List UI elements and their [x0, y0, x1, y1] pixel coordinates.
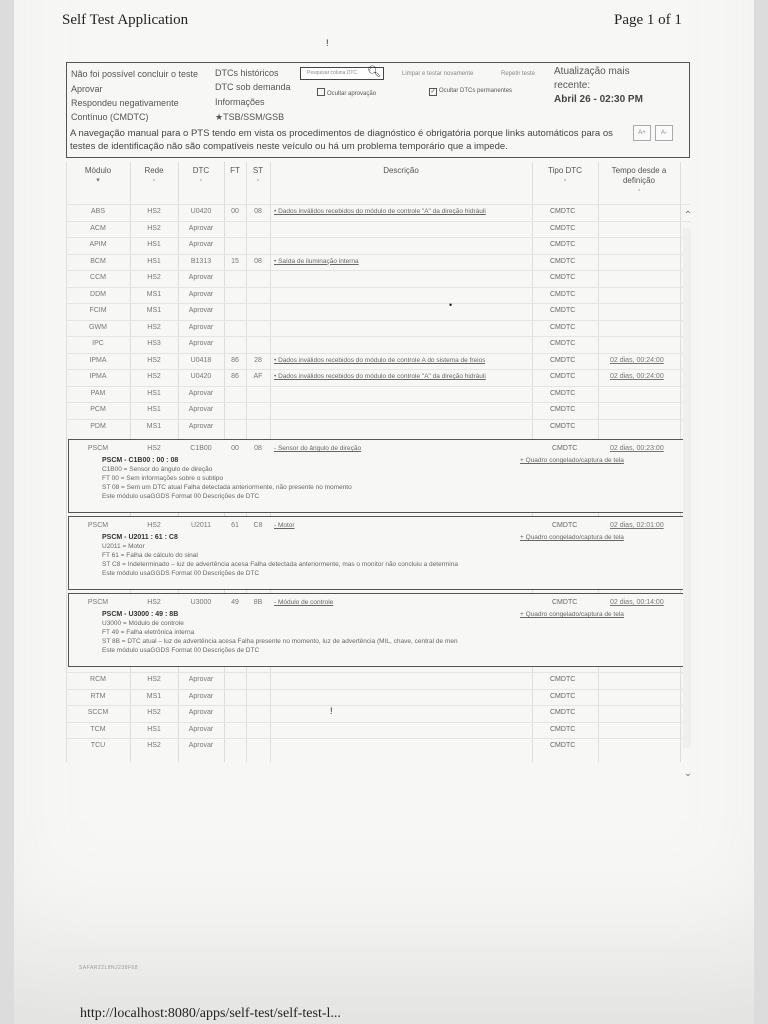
table-row[interactable]	[66, 237, 690, 238]
dtc-type: CMDTC	[550, 406, 576, 413]
sort-down-icon: ▾	[96, 177, 100, 184]
table-row[interactable]	[66, 270, 690, 271]
table-row[interactable]	[66, 386, 690, 387]
column-header-description[interactable]: Descrição	[383, 166, 419, 175]
cell-modulo: TCM	[90, 725, 106, 733]
legend-tsb-ssm-gsb[interactable]: ★TSB/SSM/GSB	[215, 112, 285, 122]
cell-st: 28	[254, 356, 262, 364]
cell-modulo: PSCM	[87, 522, 109, 529]
cell-dtc: Aprovar	[188, 692, 214, 700]
dtc-type: CMDTC	[552, 445, 578, 452]
cell-modulo: RTM	[90, 692, 106, 700]
cell-dtc: U3000	[190, 599, 212, 606]
cell-modulo: PSCM	[87, 599, 109, 606]
cell-dtc: Aprovar	[188, 290, 214, 298]
cell-modulo: PAM	[90, 389, 106, 397]
manual-navigation-message: A navegação manual para o PTS tendo em vista os procedimentos de diagnóstico é obrigatória porque links automáticos para os testes de identificação não são compatíveis neste veículo ou há um problema temporário que a impede.	[70, 128, 613, 152]
legend-on-demand-dtc[interactable]: DTC sob demanda	[215, 82, 291, 92]
cell-rede: HS2	[147, 522, 161, 529]
cell-rede: HS2	[147, 208, 161, 215]
dtc-detail-title: PSCM - C1B00 : 00 : 08	[102, 457, 179, 464]
cell-modulo: TCU	[90, 742, 106, 749]
cell-rede: HS2	[147, 676, 161, 683]
scroll-down-icon[interactable]: ⌄	[683, 768, 693, 779]
cell-ft: 00	[231, 208, 239, 215]
cell-dtc: C1B00	[190, 445, 212, 452]
cell-rede: HS2	[147, 742, 161, 749]
dtc-detail-line: Este módulo usaGGDS Format 00 Descrições de DTC	[102, 493, 260, 500]
cell-modulo: PDM	[90, 422, 106, 430]
magnifier-icon[interactable]: 🔍︎	[367, 66, 381, 78]
dtc-search-input[interactable]: Pesquisar coluna DTC 🔍︎	[300, 67, 384, 80]
cell-modulo: ABS	[90, 208, 105, 215]
table-row[interactable]	[66, 287, 690, 288]
sort-icon: ◦	[637, 187, 641, 194]
cell-rede: HS2	[147, 709, 161, 716]
cell-modulo: CCM	[90, 274, 106, 281]
cell-dtc: Aprovar	[188, 224, 214, 232]
table-row[interactable]	[66, 402, 690, 403]
dtc-type: CMDTC	[550, 676, 576, 683]
page-number: Page 1 of 1	[614, 12, 682, 28]
cell-ft: 49	[231, 599, 239, 606]
dtc-description-link[interactable]: - Motor	[274, 522, 295, 529]
dtc-type: CMDTC	[550, 692, 576, 700]
cell-rede: HS3	[147, 340, 161, 347]
cell-rede: HS2	[147, 445, 161, 452]
cell-modulo: IPMA	[89, 373, 107, 380]
cell-rede: HS1	[147, 406, 161, 413]
cell-modulo: IPC	[92, 340, 104, 347]
time-since-link[interactable]: 02 dias, 02:01:00	[610, 522, 664, 529]
cell-ft: 15	[231, 257, 239, 265]
table-row[interactable]	[66, 369, 690, 370]
cell-rede: HS2	[147, 224, 161, 232]
cell-modulo: APIM	[89, 241, 107, 248]
table-row[interactable]	[66, 254, 690, 255]
repeat-test-button[interactable]: Repetir teste	[501, 71, 536, 77]
dtc-detail-line: FT 49 = Falha eletrônica interna	[102, 629, 195, 636]
dtc-detail-line: U2011 = Motor	[102, 543, 145, 550]
cell-st: 08	[254, 208, 262, 215]
legend-approve[interactable]: Aprovar	[71, 84, 103, 94]
dtc-type: CMDTC	[550, 257, 576, 265]
dtc-type: CMDTC	[550, 274, 576, 281]
cell-modulo: GWM	[89, 323, 107, 331]
checkbox-icon[interactable]	[317, 88, 325, 96]
clear-retest-button[interactable]: Limpar e testar novamente	[402, 71, 474, 77]
table-row[interactable]	[66, 303, 690, 304]
cell-dtc: Aprovar	[188, 323, 214, 331]
cell-dtc: Aprovar	[188, 389, 214, 397]
cell-rede: HS2	[147, 323, 161, 331]
cell-rede: HS2	[147, 599, 161, 606]
dtc-type: CMDTC	[550, 709, 576, 716]
column-header-dtc-type[interactable]: Tipo DTC ◦	[532, 166, 598, 186]
print-url: http://localhost:8080/apps/self-test/self-test-l...	[80, 1006, 341, 1021]
table-row[interactable]	[66, 221, 690, 222]
dtc-detail-title: PSCM - U3000 : 49 : 8B	[102, 611, 179, 618]
table-row[interactable]	[66, 722, 690, 723]
cell-rede: MS1	[146, 692, 162, 700]
time-since-link[interactable]: 02 dias, 00:14:00	[610, 599, 664, 606]
freeze-frame-link[interactable]: + Quadro congelado/captura de tela	[520, 457, 624, 464]
hide-permanent-checkbox[interactable]: ✓ Ocultar DTCs permanentes	[430, 88, 513, 95]
cell-dtc: Aprovar	[188, 725, 214, 733]
cell-dtc: Aprovar	[188, 241, 214, 248]
cell-rede: HS1	[147, 241, 161, 248]
dtc-type: CMDTC	[550, 356, 576, 364]
table-row[interactable]	[66, 353, 690, 354]
column-header-ft[interactable]: FT	[230, 166, 240, 175]
cell-dtc: Aprovar	[188, 307, 214, 314]
table-row[interactable]	[66, 689, 690, 690]
dtc-detail-line: C1B00 = Sensor do ângulo de direção	[102, 466, 213, 473]
dtc-detail-line: Este módulo usaGGDS Format 00 Descrições de DTC	[102, 570, 260, 577]
speck-mark: !	[326, 38, 329, 48]
scroll-up-icon[interactable]: ⌃	[683, 210, 693, 221]
dtc-detail-line: Este módulo usaGGDS Format 00 Descrições de DTC	[102, 647, 260, 654]
cell-st: 08	[254, 445, 262, 452]
vin-footer: SAFAR22L8NJ238F68	[79, 965, 139, 971]
cell-st: 8B	[253, 599, 263, 606]
cell-dtc: U2011	[190, 522, 212, 529]
cell-rede: HS2	[147, 274, 161, 281]
table-row[interactable]	[66, 320, 690, 321]
time-since-link[interactable]: 02 dias, 00:24:00	[610, 356, 664, 364]
dtc-type: CMDTC	[550, 241, 576, 248]
table-row[interactable]	[66, 705, 690, 706]
sort-icon: ◦	[199, 177, 203, 184]
font-decrease-button[interactable]: A-	[655, 125, 673, 141]
cell-ft: 61	[231, 522, 239, 529]
table-row[interactable]	[66, 672, 690, 673]
dtc-description-link[interactable]: - Módulo de controle	[274, 599, 334, 606]
cell-dtc: Aprovar	[188, 742, 214, 749]
dtc-description-link[interactable]: • Dados inválidos recebidos do módulo de controle A do sistema de freios	[274, 356, 486, 364]
freeze-frame-link[interactable]: + Quadro congelado/captura de tela	[520, 611, 624, 618]
cell-modulo: IPMA	[89, 356, 107, 364]
column-header-module[interactable]: Módulo ▾	[66, 166, 130, 186]
sort-icon: ◦	[152, 177, 156, 184]
dtc-detail-line: U3000 = Módulo de controle	[102, 620, 184, 627]
scrollbar-track[interactable]	[683, 228, 691, 748]
cell-dtc: B1313	[190, 257, 212, 265]
cell-rede: MS1	[146, 422, 162, 430]
cell-modulo: ACM	[90, 224, 106, 232]
dtc-type: CMDTC	[550, 224, 576, 232]
cell-dtc: U0420	[190, 208, 212, 215]
cell-rede: MS1	[146, 307, 162, 314]
column-header-network[interactable]: Rede ◦	[130, 166, 178, 186]
legend-negative[interactable]: Respondeu negativamente	[71, 98, 179, 108]
speck-mark: !	[330, 706, 333, 716]
cell-modulo: RCM	[90, 676, 106, 683]
column-header-dtc[interactable]: DTC ◦	[178, 166, 224, 186]
cell-rede: HS2	[147, 356, 161, 364]
last-update-label: Atualização mais recente:	[554, 66, 630, 91]
dtc-type: CMDTC	[550, 323, 576, 331]
dtc-table	[66, 162, 690, 762]
cell-dtc: Aprovar	[188, 274, 214, 281]
legend-historic-dtcs[interactable]: DTCs históricos	[215, 68, 279, 78]
printed-page	[14, 0, 754, 1024]
cell-dtc: Aprovar	[188, 406, 214, 413]
dtc-description-link[interactable]: - Sensor do ângulo de direção	[274, 445, 362, 452]
cell-modulo: BCM	[90, 257, 106, 265]
time-since-link[interactable]: 02 dias, 00:23:00	[610, 445, 664, 452]
sort-icon: ◦	[256, 177, 260, 184]
page-header-title: Self Test Application	[62, 12, 189, 28]
sort-icon: ◦	[563, 177, 567, 184]
cell-rede: HS1	[147, 257, 161, 265]
hide-approval-checkbox[interactable]: Ocultar aprovação	[317, 88, 376, 97]
cell-st: C8	[253, 522, 263, 529]
last-update-value: Abril 26 - 02:30 PM	[554, 94, 643, 105]
cell-modulo: FCIM	[89, 307, 107, 314]
cell-dtc: Aprovar	[188, 422, 214, 430]
table-row[interactable]	[66, 419, 690, 420]
column-header-time-since[interactable]: Tempo desde a definição ◦	[598, 166, 680, 196]
cell-modulo: DDM	[90, 290, 106, 298]
dtc-type: CMDTC	[550, 422, 576, 430]
dtc-type: CMDTC	[550, 373, 576, 380]
last-update	[554, 65, 646, 107]
dtc-description-link[interactable]: • Dados inválidos recebidos do módulo de controle "A" da direção hidráuli	[274, 208, 486, 215]
cell-rede: HS1	[147, 389, 161, 397]
dtc-type: CMDTC	[550, 725, 576, 733]
dtc-type: CMDTC	[550, 340, 576, 347]
dtc-type: CMDTC	[550, 290, 576, 298]
cell-ft: 86	[231, 356, 239, 364]
cell-modulo: SCCM	[87, 709, 109, 716]
time-since-link[interactable]: 02 dias, 00:24:00	[610, 373, 664, 380]
legend-continuous[interactable]: Contínuo (CMDTC)	[71, 112, 149, 122]
legend-information[interactable]: Informações	[215, 97, 265, 107]
dtc-type: CMDTC	[550, 307, 576, 314]
table-row[interactable]	[66, 336, 690, 337]
table-row[interactable]	[66, 738, 690, 739]
cell-dtc: U0420	[190, 373, 212, 380]
cell-st: 08	[254, 257, 262, 265]
status-filter-panel	[66, 62, 690, 158]
cell-modulo: PSCM	[87, 445, 109, 452]
legend-not-complete[interactable]: Não foi possível concluir o teste	[71, 69, 199, 79]
cell-dtc: U0418	[190, 356, 212, 364]
dtc-type: CMDTC	[550, 742, 576, 749]
dtc-detail-line: FT 61 = Falha de cálculo do sinal	[102, 552, 198, 559]
cell-st: AF	[253, 373, 263, 380]
cell-rede: HS2	[147, 373, 161, 380]
dtc-type: CMDTC	[550, 208, 576, 215]
cell-modulo: PCM	[90, 406, 106, 413]
cell-dtc: Aprovar	[188, 709, 214, 716]
cell-dtc: Aprovar	[188, 340, 214, 347]
dtc-description-link[interactable]: • Saída de iluminação interna	[274, 257, 359, 265]
checked-checkbox-icon[interactable]: ✓	[430, 89, 436, 95]
cell-rede: HS1	[147, 725, 161, 733]
dtc-type: CMDTC	[552, 522, 578, 529]
dtc-detail-line: FT 00 = Sem informações sobre o subtipo	[102, 475, 224, 482]
cell-rede: MS1	[146, 290, 162, 298]
font-increase-button[interactable]: A+	[633, 125, 651, 141]
cell-dtc: Aprovar	[188, 676, 214, 683]
dtc-detail-line: ST 8B = DTC atual – luz de advertência acesa Falha presente no momento, luz de advertência (MIL, chave, central de men	[102, 638, 458, 645]
dtc-detail-line: ST 08 = Sem um DTC atual Falha detectada anteriormente, não presente no momento	[102, 484, 352, 491]
table-row[interactable]	[66, 204, 690, 205]
cell-ft: 86	[231, 373, 239, 380]
dtc-type: CMDTC	[552, 599, 578, 606]
freeze-frame-link[interactable]: + Quadro congelado/captura de tela	[520, 534, 624, 541]
dtc-detail-line: ST C8 = Indeterminado – luz de advertência acesa Falha detectada anteriormente, mas o monitor não concluiu a determina	[102, 561, 458, 568]
speck-mark: •	[449, 300, 453, 310]
column-header-st[interactable]: ST ◦	[246, 166, 270, 186]
cell-ft: 00	[231, 445, 239, 452]
dtc-detail-title: PSCM - U2011 : 61 : C8	[102, 534, 178, 541]
dtc-type: CMDTC	[550, 389, 576, 397]
dtc-description-link[interactable]: • Dados inválidos recebidos do módulo de controle "A" da direção hidráuli	[274, 373, 486, 380]
